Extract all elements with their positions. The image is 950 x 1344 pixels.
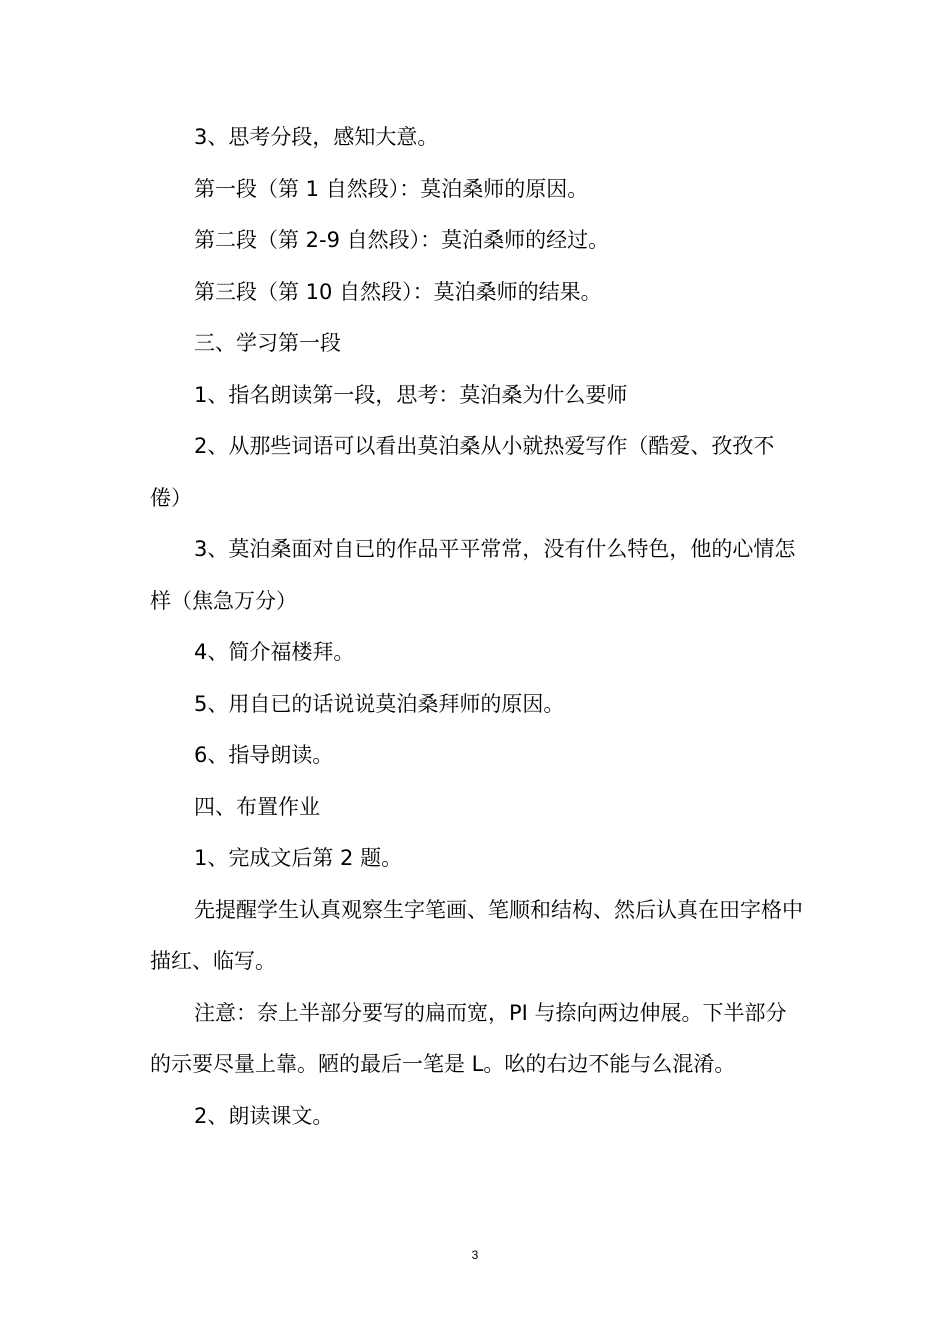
paragraph-step-1-reading: 1、指名朗读第一段，思考：莫泊桑为什么要师 xyxy=(194,382,628,407)
document-body xyxy=(150,112,805,1142)
paragraph-writing-notes: 注意：奈上半部分要写的扁而宽，PI 与捺向两边伸展。下半部分的示要尽量上靠。陋的最后一笔是 L。吆的右边不能与么混淆。 xyxy=(150,1000,787,1076)
paragraph-step-5-retell: 5、用自已的话说说莫泊桑拜师的原因。 xyxy=(194,691,565,716)
paragraph-step-4-flaubert: 4、简介福楼拜。 xyxy=(194,640,355,664)
paragraph-step-3-segmenting: 3、思考分段，感知大意。 xyxy=(194,125,439,149)
paragraph-homework-1: 1、完成文后第 2 题。 xyxy=(194,846,403,870)
paragraph-segment-one: 第一段（第 1 自然段）：莫泊桑师的原因。 xyxy=(194,176,589,201)
paragraph-step-3-feelings: 3、莫泊桑面对自已的作品平平常常，没有什么特色，他的心情怎样（焦急万分） xyxy=(150,537,796,613)
section-heading-study-first-segment: 三、学习第一段 xyxy=(194,331,341,355)
paragraph-homework-2: 2、朗读课文。 xyxy=(194,1103,334,1128)
page-number: 3 xyxy=(471,1248,479,1262)
paragraph-segment-two: 第二段（第 2-9 自然段）：莫泊桑师的经过。 xyxy=(194,228,610,252)
paragraph-step-2-words: 2、从那些词语可以看出莫泊桑从小就热爱写作（酷爱、孜孜不倦） xyxy=(150,434,775,510)
paragraph-character-writing: 先提醒学生认真观察生字笔画、笔顺和结构、然后认真在田字格中描红、临写。 xyxy=(150,897,803,973)
section-heading-homework: 四、布置作业 xyxy=(194,794,320,819)
paragraph-segment-three: 第三段（第 10 自然段）：莫泊桑师的结果。 xyxy=(194,279,602,304)
paragraph-step-6-guided-reading: 6、指导朗读。 xyxy=(194,743,334,767)
